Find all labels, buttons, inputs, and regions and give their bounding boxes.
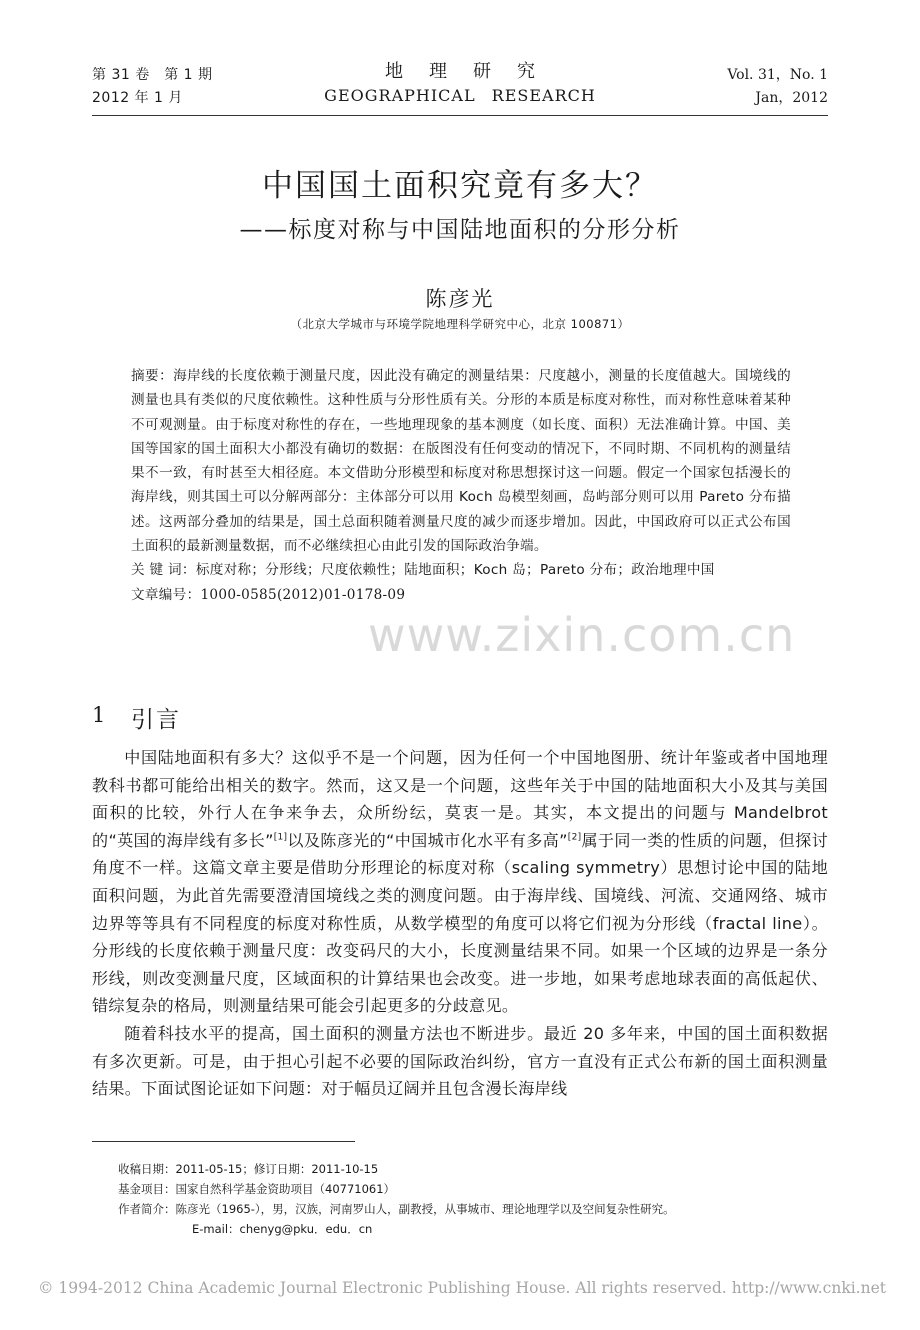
citation-ref[interactable]: [1]: [273, 832, 288, 843]
paper-subtitle: ——标度对称与中国陆地面积的分形分析: [239, 217, 681, 243]
issue-date-en: Jan，2012: [755, 90, 828, 106]
abstract-text: 海岸线的长度依赖于测量尺度，因此没有确定的测量结果：尺度越小，测量的长度值越大。国境线的测量也具有类似的尺度依赖性。这种性质与分形性质有关。分形的本质是标度对称性，而对称性意味着某种不可观测量。由于标度对称性的存在，一些地理现象的基本测度（如长度、面积）无法准确计算。中国、美国等国家的国土面积大小都没有确切的数据：在版图没有任何变动的情况下，不同时期、不同机构的测量结果不一致，有时甚至大相径庭。本文借助分形模型和标度对称思想探讨这一问题。假定一个国家包括漫长的海岸线，则其国土可以分解两部分：主体部分可以用 Koch 岛模型刻画，岛屿部分则可以用 Pareto 分布描述。这两部分叠加的结果是，国土总面积随着测量尺度的减少而逐步增加。因此，中国政府可以正式公布国土面积的最新测量数据，而不必继续担心由此引发的国际政治争端。: [131, 368, 791, 555]
footnote-rule: [92, 1141, 355, 1142]
issue-date: 2012 年 1 月: [92, 90, 183, 106]
body-paragraph: 随着科技水平的提高，国土面积的测量方法也不断进步。最近 20 多年来，中国的国土面积数据有多次更新。可是，由于担心引起不必要的国际政治纠纷，官方一直没有正式公布新的国土面积测量结果。下面试图论证如下问题：对于幅员辽阔并且包含漫长海岸线: [92, 1023, 828, 1099]
body-text-run: 属于同一类的性质的问题，但探讨角度不一样。这篇文章主要是借助分形理论的标度对称（scaling symmetry）思想讨论中国的陆地面积问题，为此首先需要澄清国境线之类的测度问题。由于海岸线、国境线、河流、交通网络、城市边界等等具有不同程度的标度对称性质，从数学模型的角度可以将它们视为分形线（fractal line）。分形线的长度依赖于测量尺度：改变码尺的大小，长度测量结果不同。如果一个区域的边界是一条分形线，则改变测量尺度，区域面积的计算结果也会改变。进一步地，如果考虑地球表面的高低起伏、错综复杂的格局，则测量结果可能会引起更多的分歧意见。: [92, 830, 829, 1016]
author-affiliation: （北京大学城市与环境学院地理科学研究中心，北京 100871）: [290, 317, 630, 331]
header-rule: [92, 115, 828, 116]
fund-info: 基金项目：国家自然科学基金资助项目（40771061）: [118, 1182, 396, 1196]
body-text-run: 以及陈彦光的“中国城市化水平有多高”: [287, 830, 568, 850]
keywords-label: 关 键 词：: [131, 562, 196, 579]
citation-ref[interactable]: [2]: [567, 832, 582, 843]
keywords: [131, 558, 791, 582]
volume-issue-en: Vol. 31，No. 1: [727, 67, 828, 83]
abstract-label: 摘要：: [131, 368, 174, 384]
journal-issue: [92, 64, 213, 110]
cnki-link[interactable]: http://www.cnki.net: [731, 1279, 886, 1297]
author-bio: 作者简介：陈彦光（1965-），男，汉族，河南罗山人，副教授，从事城市、理论地理学以及空间复杂性研究。: [118, 1202, 675, 1216]
paper-title: 中国国土面积究竟有多大？: [262, 168, 658, 204]
docno-label: 文章编号：: [131, 586, 201, 603]
watermark: www.zixin.com.cn: [368, 608, 796, 662]
body-text-run: 中国陆地面积有多大？这似乎不是一个问题，因为任何一个中国地图册、统计年鉴或者中国地理教科书都可能给出相关的数字。然而，这又是一个问题，这些年关于中国的陆地面积大小及其与美国面积的比较，外行人在争来争去，众所纷纭，莫衷一是。其实，本文提出的问题与 Mandelbrot 的“英国的海岸线有多长”: [92, 748, 828, 850]
body-text: [92, 744, 828, 1103]
keywords-text: 标度对称；分形线；尺度依赖性；陆地面积；Koch 岛；Pareto 分布；政治地理中国: [195, 562, 715, 579]
copyright-notice: © 1994-2012 China Academic Journal Electronic Publishing House. All rights reserved.: [38, 1279, 727, 1297]
volume-issue: 第 31 卷 第 1 期: [92, 67, 213, 83]
abstract: [131, 364, 791, 607]
author-name: 陈彦光: [425, 287, 495, 311]
author-email[interactable]: E-mail：chenyg@pku．edu．cn: [192, 1222, 373, 1236]
received-date: 收稿日期：2011-05-15；修订日期：2011-10-15: [118, 1162, 379, 1176]
body-paragraph: [92, 744, 828, 1020]
abstract-paragraph: [131, 364, 791, 558]
section-title: 引言: [131, 707, 181, 733]
journal-name: [300, 60, 620, 108]
journal-issue-en: [727, 64, 828, 110]
journal-name-en: GEOGRAPHICAL RESEARCH: [324, 86, 596, 105]
docno-text: 1000-0585(2012)01-0178-09: [200, 586, 406, 603]
footnotes: [118, 1159, 818, 1239]
section-number: 1: [92, 703, 106, 727]
journal-name-cn: 地理研究: [385, 61, 561, 82]
document-number: [131, 583, 791, 607]
